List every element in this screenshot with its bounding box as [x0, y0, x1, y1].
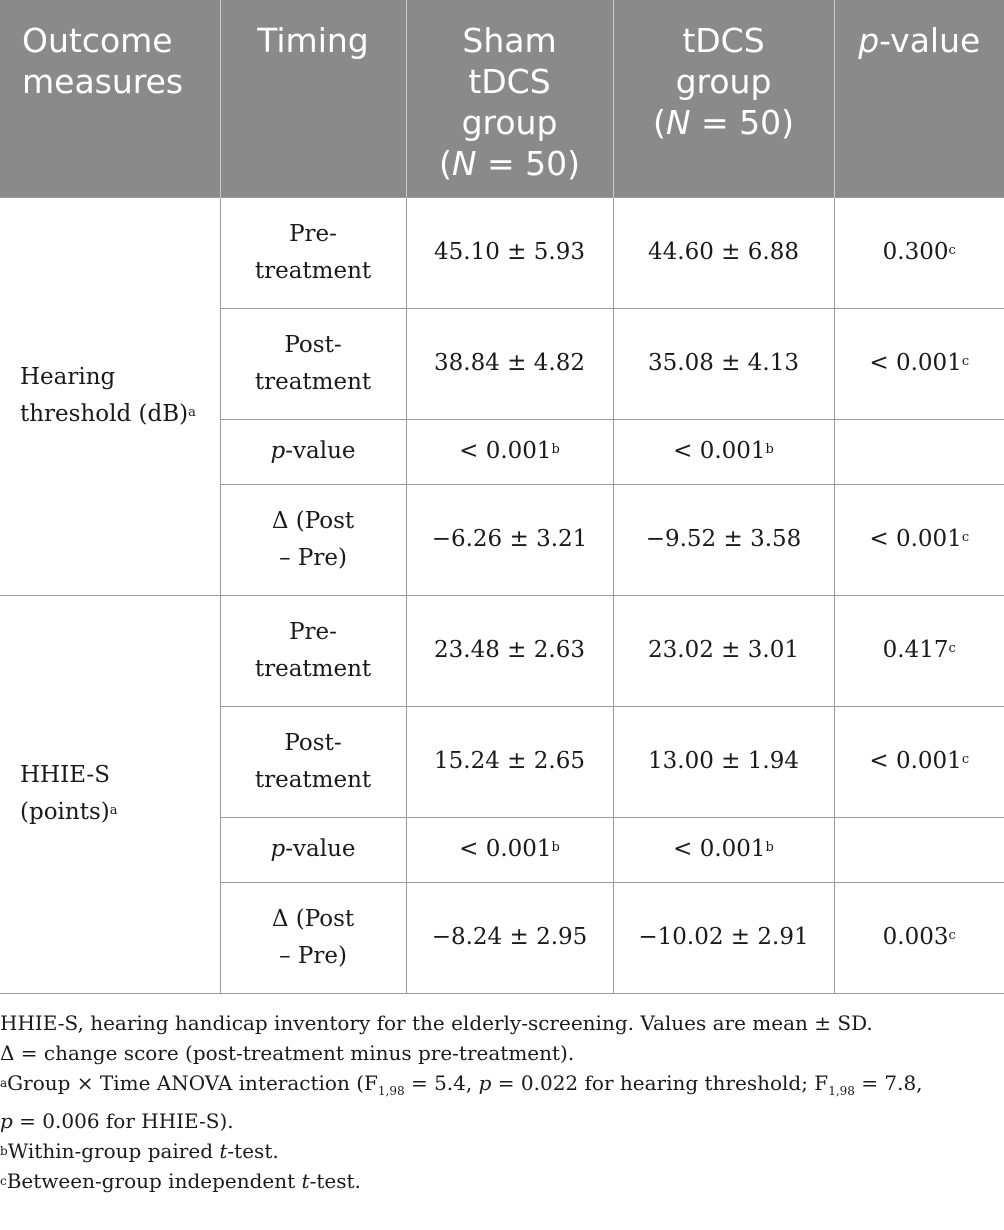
p-value-cell: < 0.001$^c$ [834, 308, 1004, 419]
table-footnotes [0, 1008, 1004, 1196]
p-value-cell [834, 419, 1004, 484]
sham-group-value: 45.10 ± 5.93 [406, 197, 613, 308]
outcome-measure-cell: HHIE-S (points)$^a$ [0, 595, 220, 993]
header-outcome-measures: Outcome measures [0, 0, 220, 197]
p-value-cell: 0.300$^c$ [834, 197, 1004, 308]
sham-group-value: 15.24 ± 2.65 [406, 706, 613, 817]
sham-group-value: < 0.001$^b$ [406, 817, 613, 882]
timing-cell: Δ (Post – Pre) [220, 484, 406, 595]
p-value-cell: 0.417$^c$ [834, 595, 1004, 706]
tdcs-group-value: < 0.001$^b$ [613, 817, 834, 882]
tdcs-group-value: 35.08 ± 4.13 [613, 308, 834, 419]
table-body [0, 197, 1004, 993]
tdcs-group-value: 44.60 ± 6.88 [613, 197, 834, 308]
footnote-a: $^a$Group × Time ANOVA interaction ($F_{1,98} = 5.4$, p = 0.022 for hearing threshold; $F_{1,98} = 7.8$, p = 0.006 for HHIE-S). [0, 1071, 923, 1133]
tdcs-group-value: −10.02 ± 2.91 [613, 882, 834, 993]
tdcs-group-value: 13.00 ± 1.94 [613, 706, 834, 817]
timing-cell: Post- treatment [220, 308, 406, 419]
sham-group-value: 38.84 ± 4.82 [406, 308, 613, 419]
timing-cell: Δ (Post – Pre) [220, 882, 406, 993]
p-value-cell: < 0.001$^c$ [834, 706, 1004, 817]
footnote-delta: Δ = change score (post-treatment minus pre-treatment). [0, 1041, 575, 1065]
footnote-abbreviation: HHIE-S, hearing handicap inventory for the elderly-screening. Values are mean ± SD. [0, 1011, 873, 1035]
header-p-value: p-value [834, 0, 1004, 197]
sham-group-value: < 0.001$^b$ [406, 419, 613, 484]
p-value-cell: < 0.001$^c$ [834, 484, 1004, 595]
header-tdcs-group: tDCS group (N = 50) [613, 0, 834, 197]
timing-cell: p-value [220, 419, 406, 484]
table-header [0, 0, 1004, 197]
tdcs-group-value: −9.52 ± 3.58 [613, 484, 834, 595]
timing-cell: Pre- treatment [220, 197, 406, 308]
header-sham-group: Sham tDCS group (N = 50) [406, 0, 613, 197]
header-timing: Timing [220, 0, 406, 197]
table-row [0, 595, 1004, 706]
sham-group-value: −6.26 ± 3.21 [406, 484, 613, 595]
footnote-c: $^c$Between-group independent t-test. [0, 1169, 361, 1193]
tdcs-group-value: < 0.001$^b$ [613, 419, 834, 484]
timing-cell: p-value [220, 817, 406, 882]
timing-cell: Post- treatment [220, 706, 406, 817]
footnote-b: $^b$Within-group paired t-test. [0, 1139, 279, 1163]
p-value-cell: 0.003$^c$ [834, 882, 1004, 993]
p-value-cell [834, 817, 1004, 882]
table-row [0, 197, 1004, 308]
sham-group-value: 23.48 ± 2.63 [406, 595, 613, 706]
timing-cell: Pre- treatment [220, 595, 406, 706]
outcome-measure-cell: Hearing threshold (dB)$^a$ [0, 197, 220, 595]
header-row [0, 0, 1004, 197]
sham-group-value: −8.24 ± 2.95 [406, 882, 613, 993]
tdcs-group-value: 23.02 ± 3.01 [613, 595, 834, 706]
